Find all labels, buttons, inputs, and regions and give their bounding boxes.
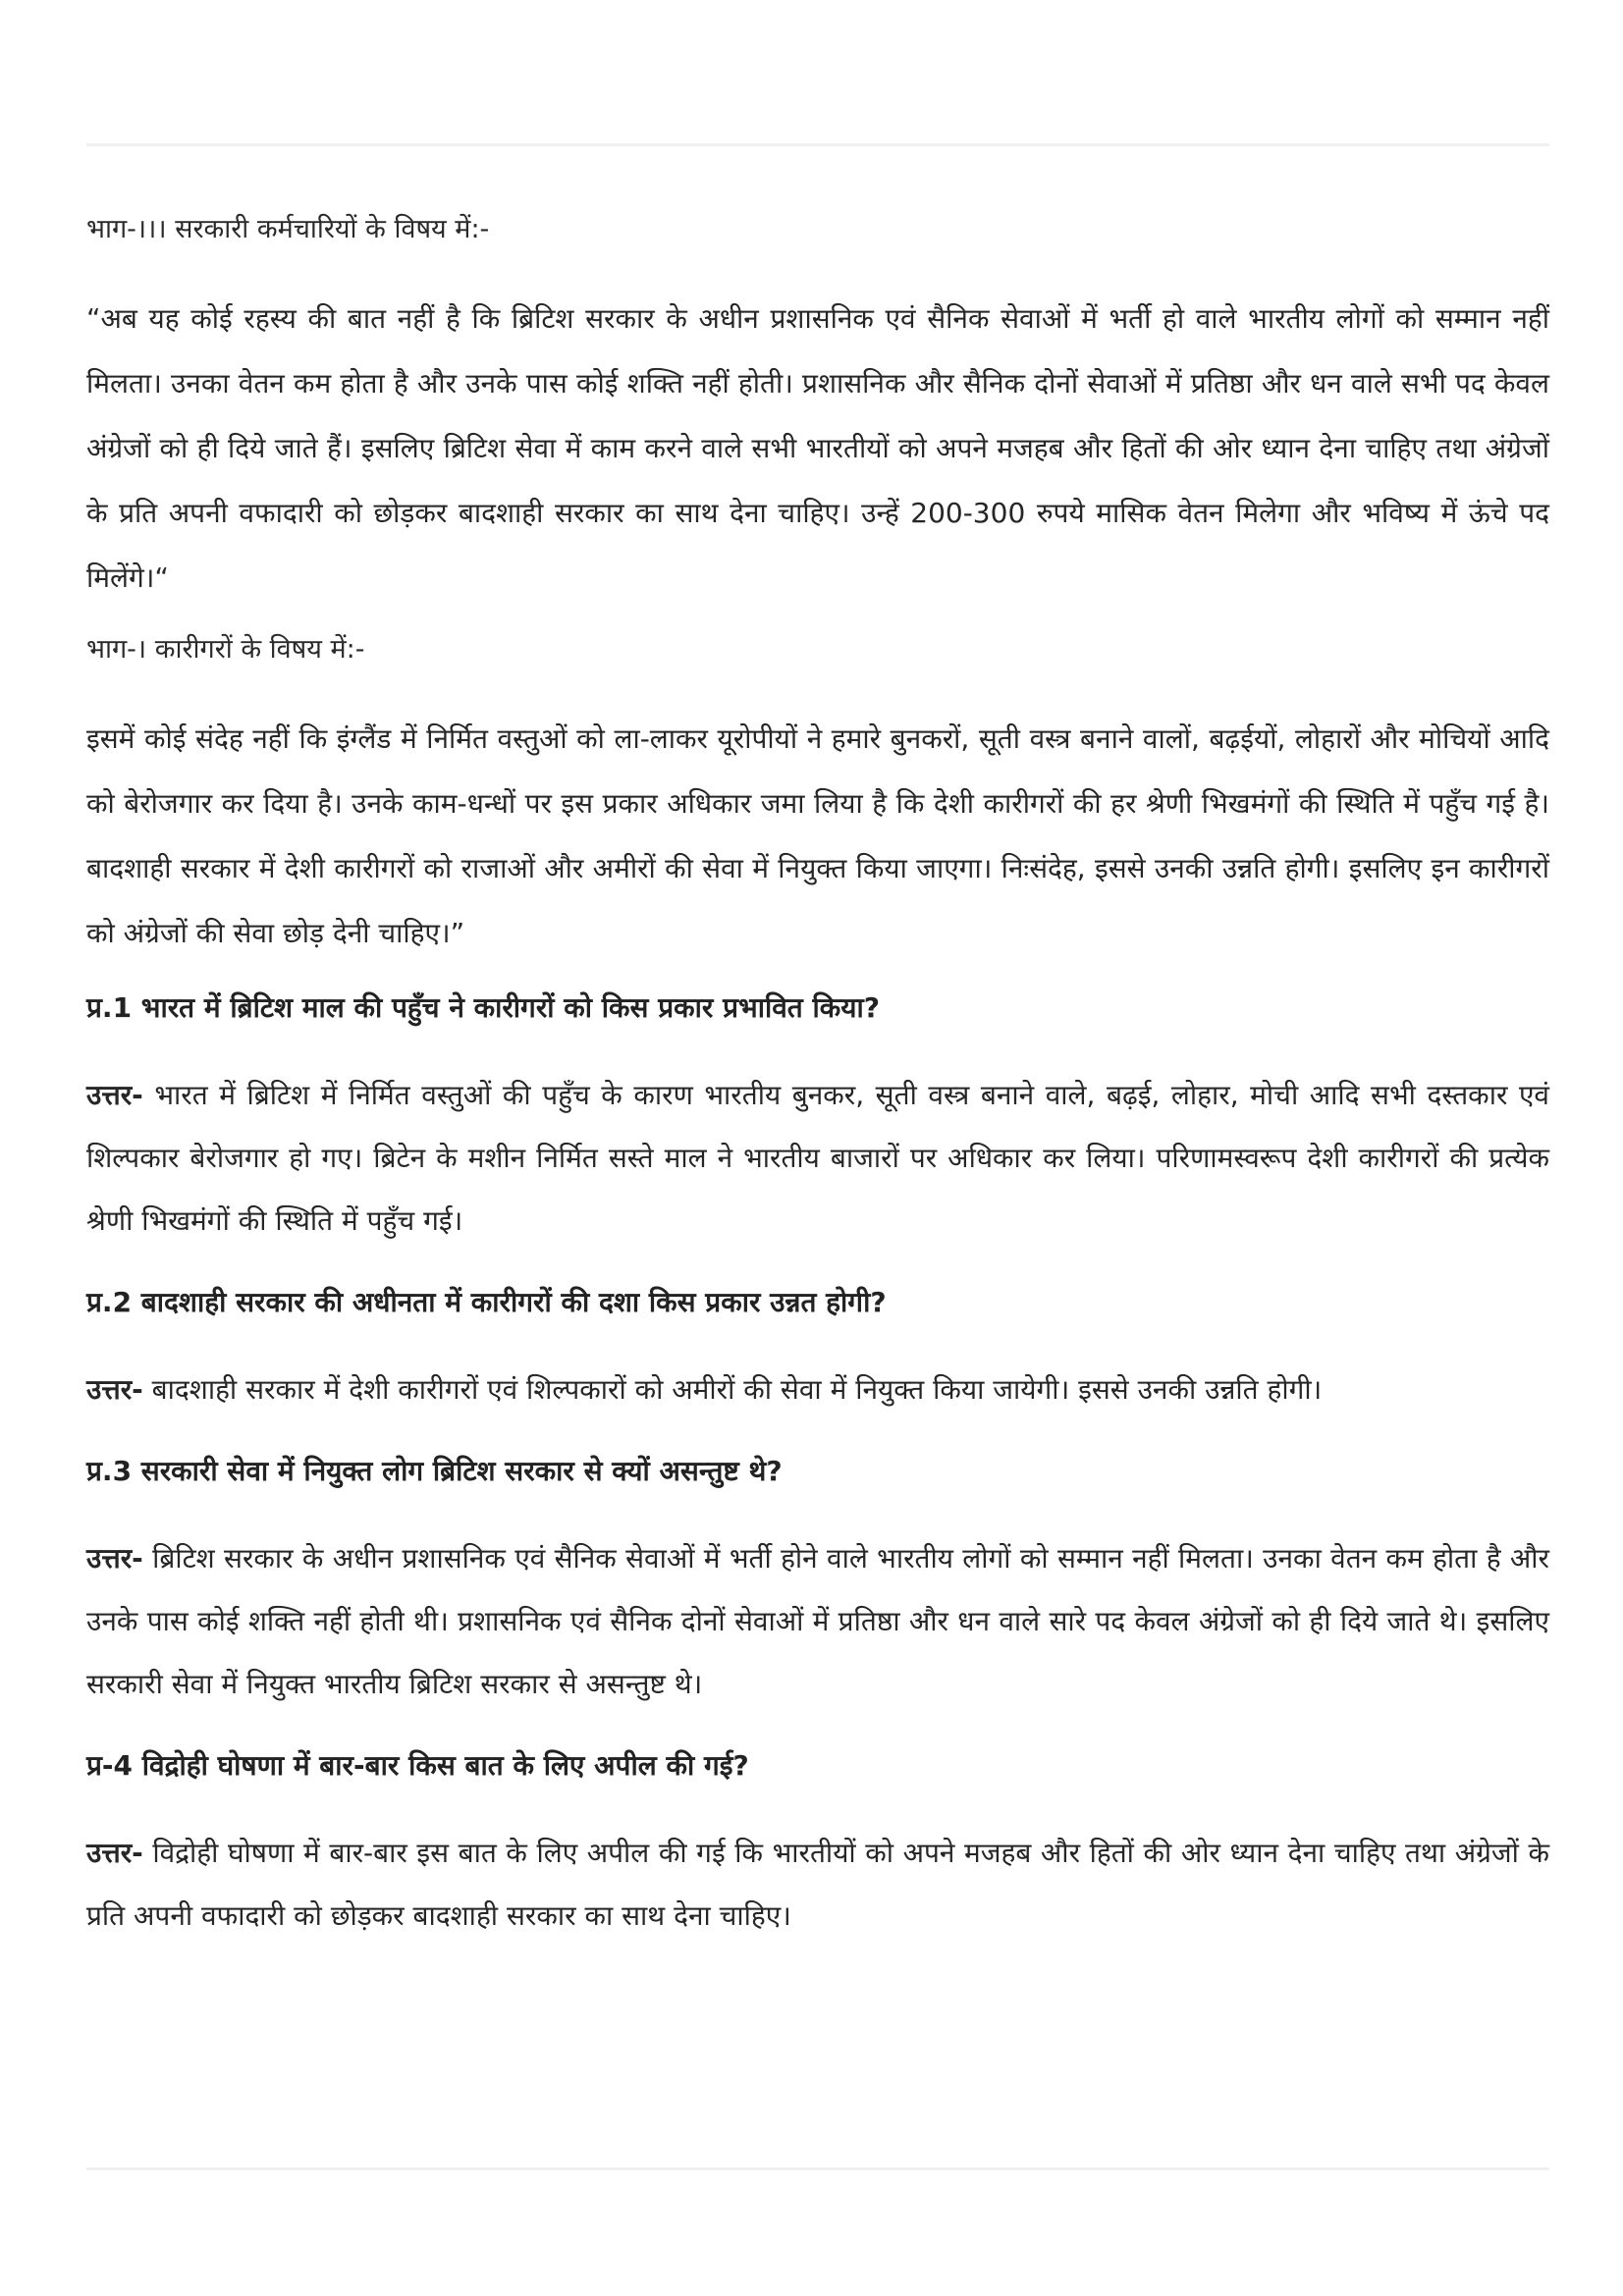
section-text-part-3: “अब यह कोई रहस्य की बात नहीं है कि ब्रिटिश सरकार के अधीन प्रशासनिक एवं सैनिक सेवाओं में भर्ती हो वाले भारतीय लोगों को सम्मान नहीं मिलता। उनका वेतन कम होता है और उनके पास कोई शक्ति नहीं होती। प्रशासनिक और सैनिक दोनों सेवाओं में प्रतिष्ठा और धन वाले सभी पद केवल अंग्रेजों को ही दिये जाते हैं। इसलिए ब्रिटिश सेवा में काम करने वाले सभी भारतीयों को अपने मजहब और हितों की ओर ध्यान देना चाहिए तथा अंग्रेजों के प्रति अपनी वफादारी को छोड़कर बादशाही सरकार का साथ देना चाहिए। उन्हें 200-300 रुपये मासिक वेतन मिलेगा और भविष्य में ऊंचे पद मिलेंगे।“ — [86, 302, 1549, 594]
section-heading-part-1: भाग-। कारीगरों के विषय में:- — [86, 634, 365, 665]
answer-text: भारत में ब्रिटिश में निर्मित वस्तुओं की पहुँच के कारण भारतीय बुनकर, सूती वस्त्र बनाने वाले, बढ़ई, लोहार, मोची आदि सभी दस्तकार एवं शिल्पकार बेरोजगार हो गए। ब्रिटेन के मशीन निर्मित सस्ते माल ने भारतीय बाजारों पर अधिकार कर लिया। परिणामस्वरूप देशी कारीगरों की प्रत्येक श्रेणी भिखमंगों की स्थिति में पहुँच गई। — [86, 1079, 1549, 1237]
question-2: प्र.2 बादशाही सरकार की अधीनता में कारीगरों की दशा किस प्रकार उन्नत होगी? — [86, 1286, 887, 1318]
question-3: प्र.3 सरकारी सेवा में नियुक्त लोग ब्रिटिश सरकार से क्यों असन्तुष्ट थे? — [86, 1455, 783, 1487]
answer-1 — [86, 1064, 1549, 1253]
answer-4 — [86, 1822, 1549, 1948]
answer-label: उत्तर- — [86, 1079, 143, 1111]
answer-text: विद्रोही घोषणा में बार-बार इस बात के लिए अपील की गई कि भारतीयों को अपने मजहब और हितों की ओर ध्यान देना चाहिए तथा अंग्रेजों के प्रति अपनी वफादारी को छोड़कर बादशाही सरकार का साथ देना चाहिए। — [86, 1837, 1549, 1932]
section-heading-part-3: भाग-।।। सरकारी कर्मचारियों के विषय में:- — [86, 214, 490, 244]
answer-label: उत्तर- — [86, 1373, 143, 1406]
question-1: प्र.1 भारत में ब्रिटिश माल की पहुँच ने कारीगरों को किस प्रकार प्रभावित किया? — [86, 991, 880, 1024]
answer-text: ब्रिटिश सरकार के अधीन प्रशासनिक एवं सैनिक सेवाओं में भर्ती होने वाले भारतीय लोगों को सम्मान नहीं मिलता। उनका वेतन कम होता है और उनके पास कोई शक्ति नहीं होती थी। प्रशासनिक एवं सैनिक दोनों सेवाओं में प्रतिष्ठा और धन वाले सारे पद केवल अंग्रेजों को ही दिये जाते थे। इसलिए सरकारी सेवा में नियुक्त भारतीय ब्रिटिश सरकार से असन्तुष्ट थे। — [86, 1542, 1549, 1700]
question-4: प्र-4 विद्रोही घोषणा में बार-बार किस बात के लिए अपील की गई? — [86, 1749, 749, 1782]
answer-text: बादशाही सरकार में देशी कारीगरों एवं शिल्पकारों को अमीरों की सेवा में नियुक्त किया जायेगी। इससे उनकी उन्नति होगी। — [142, 1373, 1323, 1406]
bottom-divider — [86, 2167, 1549, 2170]
top-divider — [86, 143, 1549, 146]
section-text-part-1: इसमें कोई संदेह नहीं कि इंग्लैंड में निर्मित वस्तुओं को ला-लाकर यूरोपीयों ने हमारे बुनकरों, सूती वस्त्र बनाने वालों, बढ़ईयों, लोहारों और मोचियों आदि को बेरोजगार कर दिया है। उनके काम-धन्धों पर इस प्रकार अधिकार जमा लिया है कि देशी कारीगरों की हर श्रेणी भिखमंगों की स्थिति में पहुँच गई है। बादशाही सरकार में देशी कारीगरों को राजाओं और अमीरों की सेवा में नियुक्त किया जाएगा। निःसंदेह, इससे उनकी उन्नति होगी। इसलिए इन कारीगरों को अंग्रेजों की सेवा छोड़ देनी चाहिए।” — [86, 722, 1549, 949]
answer-3 — [86, 1527, 1549, 1716]
answer-label: उत्तर- — [86, 1542, 143, 1575]
answer-label: उत्तर- — [86, 1837, 143, 1869]
document-body — [86, 208, 1549, 1973]
answer-2 — [86, 1359, 1549, 1421]
